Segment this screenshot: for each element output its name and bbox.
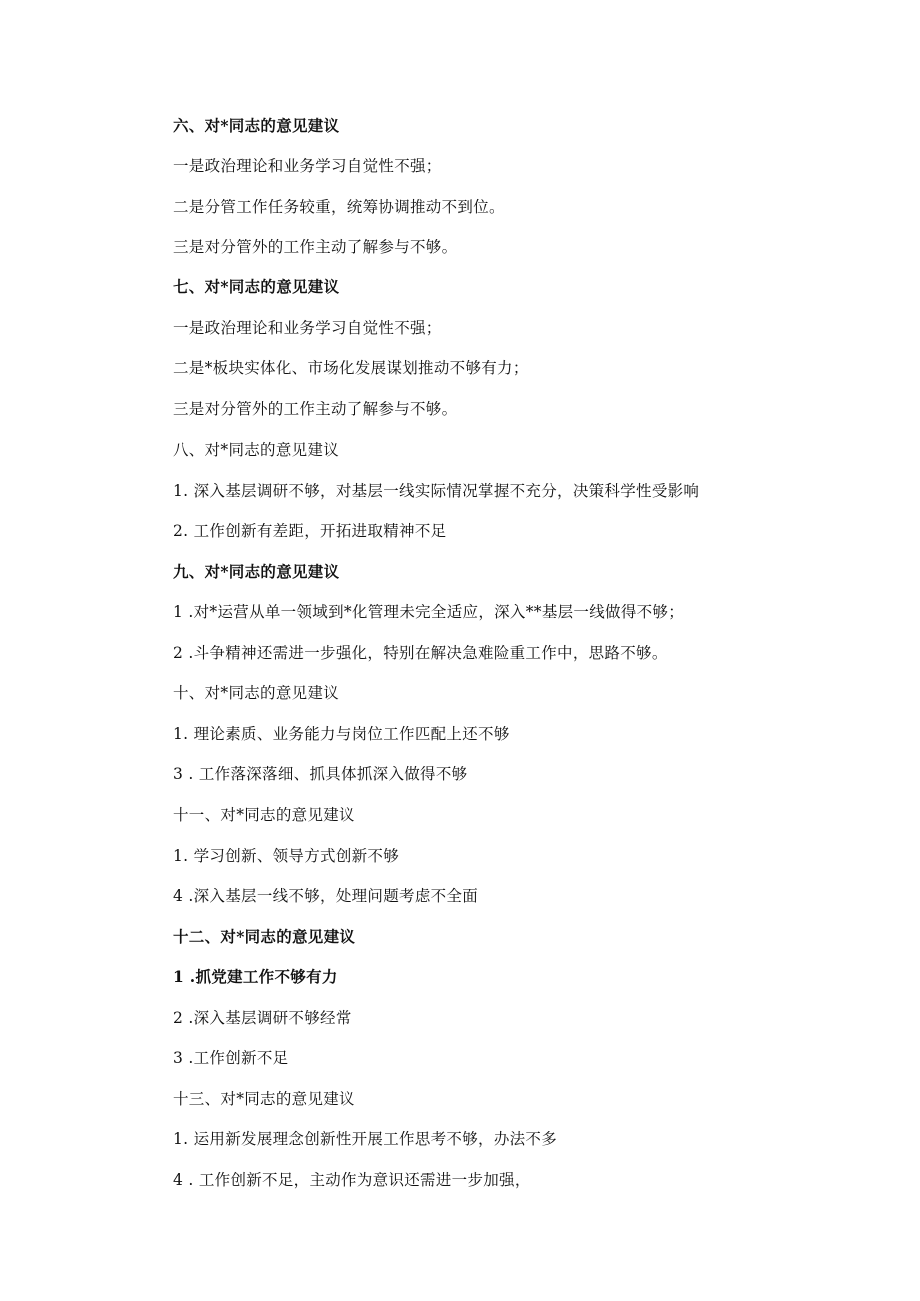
paragraph-line: 一是政治理论和业务学习自觉性不强；	[173, 157, 442, 175]
section-heading-12: 十二、对*同志的意见建议	[173, 927, 356, 946]
paragraph-line: 一是政治理论和业务学习自觉性不强；	[173, 319, 442, 337]
section-heading-13: 十三、对*同志的意见建议	[173, 1090, 355, 1108]
paragraph-line: 1. 深入基层调研不够，对基层一线实际情况掌握不充分，决策科学性受影响	[173, 482, 700, 500]
section-heading-10: 十、对*同志的意见建议	[173, 684, 340, 702]
section-heading-8: 八、对*同志的意见建议	[173, 441, 340, 459]
paragraph-line: 三是对分管外的工作主动了解参与不够。	[173, 238, 458, 256]
paragraph-line: 4 .深入基层一线不够，处理问题考虑不全面	[173, 887, 479, 905]
paragraph-line: 1 .对*运营从单一领域到*化管理未完全适应，深入**基层一线做得不够；	[173, 603, 685, 621]
paragraph-line: 1. 理论素质、业务能力与岗位工作匹配上还不够	[173, 725, 510, 743]
paragraph-line: 二是*板块实体化、市场化发展谋划推动不够有力；	[173, 359, 529, 377]
paragraph-line: 1. 学习创新、领导方式创新不够	[173, 847, 400, 865]
paragraph-line: 3 .工作创新不足	[173, 1049, 289, 1067]
paragraph-line: 三是对分管外的工作主动了解参与不够。	[173, 400, 458, 418]
paragraph-line: 2 .深入基层调研不够经常	[173, 1009, 352, 1027]
section-heading-6: 六、对*同志的意见建议	[173, 116, 340, 135]
paragraph-line: 1. 运用新发展理念创新性开展工作思考不够，办法不多	[173, 1130, 558, 1148]
paragraph-line: 4 . 工作创新不足，主动作为意识还需进一步加强，	[173, 1171, 531, 1189]
section-heading-9: 九、对*同志的意见建议	[173, 562, 340, 581]
section-heading-11: 十一、对*同志的意见建议	[173, 806, 355, 824]
paragraph-line: 2. 工作创新有差距，开拓进取精神不足	[173, 522, 447, 540]
paragraph-line: 3 . 工作落深落细、抓具体抓深入做得不够	[173, 765, 468, 783]
paragraph-line: 二是分管工作任务较重，统筹协调推动不到位。	[173, 198, 505, 216]
paragraph-line: 1 .抓党建工作不够有力	[173, 967, 338, 986]
paragraph-line: 2 .斗争精神还需进一步强化，特别在解决急难险重工作中，思路不够。	[173, 644, 668, 662]
section-heading-7: 七、对*同志的意见建议	[173, 277, 340, 296]
